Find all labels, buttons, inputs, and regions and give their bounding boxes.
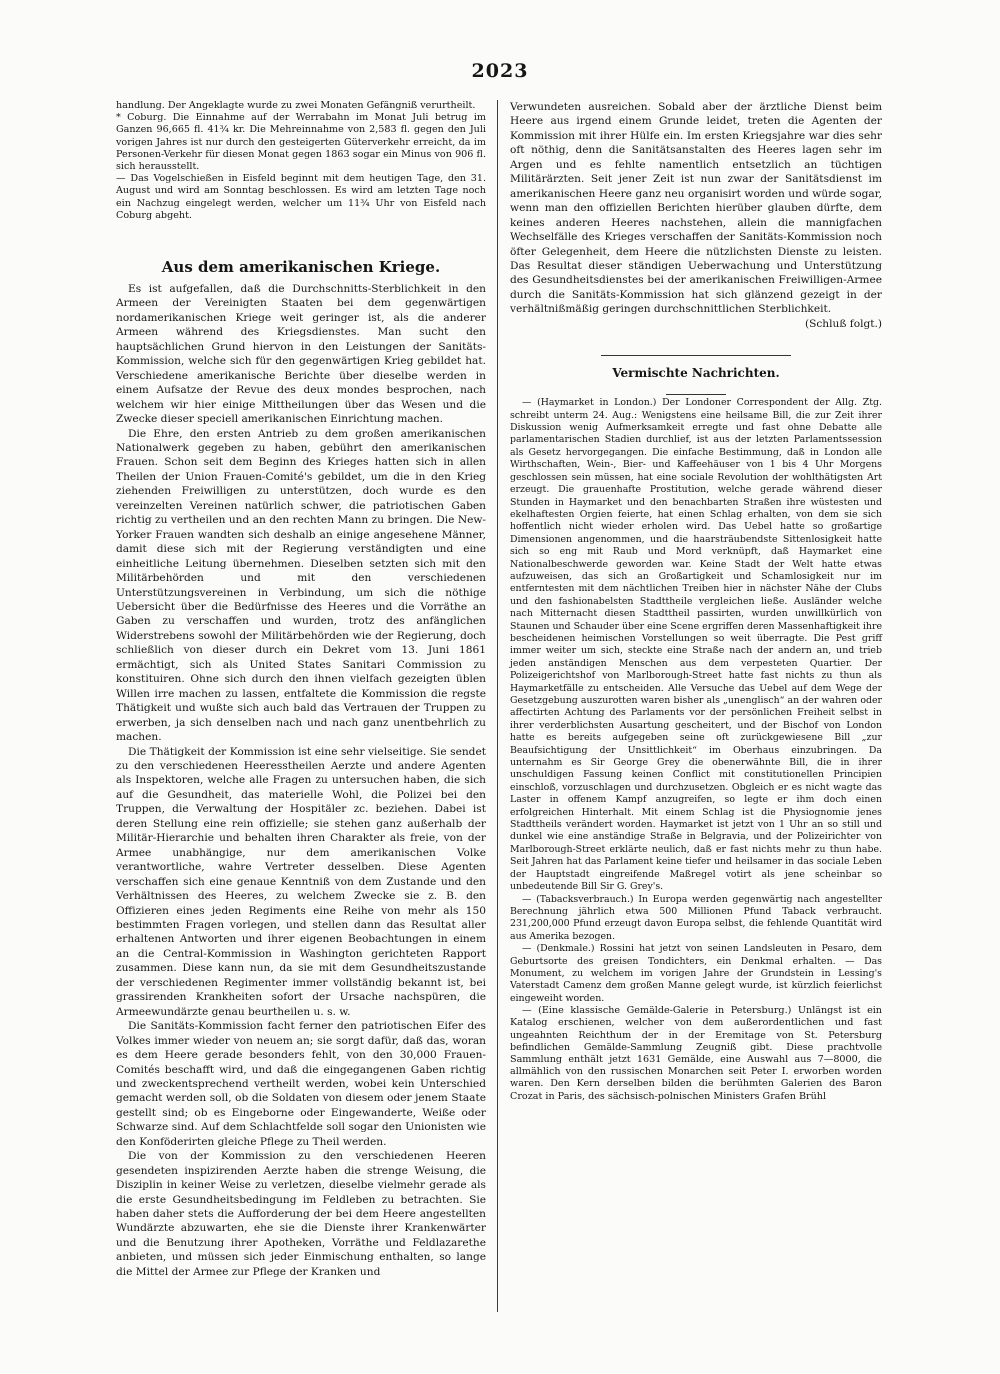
news-paragraph: — (Eine klassische Gemälde-Galerie in Petersburg.) Unlängst ist ein Katalog erschienen, welcher von dem außerordentlichen und fast ungeahnten Reichthum der in der Eremitage von St. Petersburg befindlichen Gemälde-Sammlung Zeugniß gibt. Diese prachtvolle Sammlung enthält jetzt 1631 Gemälde, eine Auswahl aus 7—8000, die allmählich von den russischen Monarchen seit Peter I. erworben worden waren. Den Kern derselben bilden die berühmten Galerien des Baron Crozat in Paris, des sächsisch-polnischen Ministers Grafen Brühl: [510, 1005, 882, 1102]
article-paragraph: Die Thätigkeit der Kommission ist eine sehr vielseitige. Sie sendet zu den verschiedenen Heeresstheilen Aerzte und andere Agenten als Inspektoren, welche alle Fragen zu untersuchen haben, die sich auf die Gesundheit, das materielle Wohl, die Polizei bei den Truppen, die Verwaltung der Hospitäler zc. beziehen. Dabei ist deren Stellung eine rein offizielle; sie stehen ganz außerhalb der Militär-Hierarchie und behalten ihren Charakter als freie, von der Armee unabhängige, nur dem amerikanischen Volke verantwortliche, wahre Vertreter desselben. Diese Agenten verschaffen sich eine genaue Kenntniß von dem Zustande und den Verhältnissen des Heeres, zu welchem Zwecke sie z. B. den Offizieren eines jeden Regiments eine Reihe von mehr als 150 bestimmten Fragen vorlegen, und stellen dann das Resultat aller erhaltenen Antworten und ihrer eigenen Beobachtungen in einem an die Central-Kommission in Washington gerichteten Rapport zusammen. Diese kann nun, da sie mit dem Gesundheitszustande der verschiedenen Regimenter immer vollständig bekannt ist, bei grassirenden Krankheiten sofort der Ursache nachspüren, die Armeewundärzte genau beurtheilen u. s. w.: [116, 745, 486, 1018]
heading-underline: [666, 394, 726, 395]
page-number: 2023: [471, 60, 529, 82]
article-paragraph: Die Ehre, den ersten Antrieb zu dem großen amerikanischen Nationalwerk gegeben zu haben, gebührt den amerikanischen Frauen. Schon seit dem Beginn des Krieges hatten sich in allen Theilen der Union Frauen-Comité's gebildet, um die in den Krieg ziehenden Freiwilligen zu unterstützen, doch wurde es den vereinzelten Vereinen natürlich schwer, die patriotischen Gaben richtig zu vertheilen und an den rechten Mann zu bringen. Die New-Yorker Frauen wandten sich deshalb an einige angesehene Männer, damit diese sich mit der Regierung verständigten und eine einheitliche Leitung übernehmen. Dieselben setzten sich mit den Militärbehörden und mit den verschiedenen Unterstützungsvereinen in Verbindung, um sich die nöthige Uebersicht über die Bedürfnisse des Heeres und die Vorräthe an Gaben zu verschaffen und wurden, trotz des anfänglichen Widerstrebens sowohl der Militärbehörden wie der Regierung, doch schließlich von dieser durch ein Dekret vom 13. Juni 1861 ermächtigt, sich als United States Sanitari Commission zu konstituiren. Ohne sich durch den ihnen vielfach gezeigten üblen Willen irre machen zu lassen, entfaltete die Kommission die regste Thätigkeit und wußte sich auch bald das Vertrauen der Truppen zu erwerben, ja sich denselben nach und nach ganz unentbehrlich zu machen.: [116, 427, 486, 744]
article-paragraph: Die von der Kommission zu den verschiedenen Heeren gesendeten inspizirenden Aerzte haben die strenge Weisung, die Disziplin in keiner Weise zu verletzen, dieselbe vielmehr gerade als die erste Gesundheitsbedingung im Feldleben zu betrachten. Sie haben daher stets die Aufforderung der bei dem Heere angestellten Wundärzte abzuwarten, ehe sie die Dienste ihrer Krankenwärter und die Benutzung ihrer Apotheken, Vorräthe und Feldlazarethe anbieten, und müssen sich jeder Einmischung enthalten, so lange die Mittel der Armee zur Pflege der Kranken und: [116, 1150, 486, 1278]
left-column: [116, 100, 486, 1279]
right-column: [510, 100, 882, 1103]
miscellany-body: [510, 397, 882, 1005]
article-heading: Aus dem amerikanischen Kriege.: [161, 258, 441, 277]
news-paragraph: * Coburg. Die Einnahme auf der Werrabahn im Monat Juli betrug im Ganzen 96,665 fl. 41¾ kr. Die Mehreinnahme von 2,583 fl. gegen den Juli vorigen Jahres ist nur durch den gesteigerten Güterverkehr erreicht, da im Personen-Verkehr für diesen Monat gegen 1863 sogar ein Minus von 906 fl. sich herausstellt.: [116, 112, 486, 173]
article-continuation: [510, 100, 882, 317]
local-news-block: [116, 100, 486, 222]
continuation-note: (Schluß folgt.): [804, 317, 882, 330]
column-divider: [497, 100, 498, 1312]
article-paragraph: Die Sanitäts-Kommission facht ferner den patriotischen Eifer des Volkes immer wieder von neuem an; sie sorgt dafür, daß das, woran es dem Heere gerade besonders fehlt, von den 30,000 Frauen-Comités beschafft wird, und daß die eingegangenen Gaben richtig und zweckentsprechend vertheilt werden, wobei kein Unterschied gemacht werden soll, ob die Soldaten von diesem oder jenem Staate gestellt sind; ob es Eingeborne oder Eingewanderte, Weiße oder Schwarze sind. Auf dem Schlachtfelde soll sogar den Unionisten wie den Konföderirten gleiche Pflege zu Theil werden.: [116, 1020, 486, 1148]
news-paragraph: — Das Vogelschießen in Eisfeld beginnt mit dem heutigen Tage, den 31. August und wird am Sonntag beschlossen. Es wird am letzten Tage noch ein Nachzug eingelegt werden, welcher um 11¾ Uhr von Eisfeld nach Coburg abgeht.: [116, 173, 486, 221]
news-paragraph: — (Haymarket in London.) Der Londoner Correspondent der Allg. Ztg. schreibt unterm 24. Aug.: Wenigstens eine heilsame Bill, die zur Zeit ihrer Diskussion wenig Aufmerksamkeit erregte und fast ohne Debatte alle parlamentarischen Stadien durchlief, ist aus der letzten Parlamentssession als Gesetz hervorgegangen. Die einfache Bestimmung, daß in London alle Wirthschaften, Wein-, Bier- und Kaffeehäuser von 1 bis 4 Uhr Morgens geschlossen sein müssen, hat eine sociale Revolution der wohlthätigsten Art erzeugt. Die grauenhafte Prostitution, welche gerade während dieser Stunden in Haymarket und den benachbarten Straßen ihre wüstesten und ekelhaftesten Orgien feierte, hat einen Schlag erhalten, von dem sie sich hoffentlich nicht wieder erholen wird. Das Uebel hatte so großartige Dimensionen angenommen, und die haarsträubendste Sittenlosigkeit hatte sich so eng mit Raub und Mord verknüpft, daß Haymarket eine Nationalbeschwerde geworden war. Keine Stadt der Welt hatte etwas aufzuweisen, das sich an Großartigkeit und Schamlosigkeit nur im entferntesten mit dem nächtlichen Treiben hier in nächster Nähe der Clubs und den fashionabelsten Stadttheile vergleichen ließe. Ausländer welche nach Mitternacht diesen Stadttheil passirten, wurden unwillkürlich von Staunen und Schauder über eine Scene ergriffen deren Massenhaftigkeit ihre bescheidenen heimischen Vorstellungen so weit überragte. Die Pest griff immer weiter um sich, steckte eine Straße nach der andern an, und trieb jeden anständigen Menschen aus dem verpesteten Quartier. Der Polizeigerichtshof von Marlborough-Street hatte fast nichts zu thun als Haymarketfälle zu entscheiden. Alle Versuche das Uebel auf dem Wege der Gesetzgebung auszurotten waren bisher als „unenglisch“ an der wahren oder affectirten Achtung des Parlaments vor der persönlichen Freiheit selbst in ihrer verderblichsten Ausartung gescheitert, und der Bischof von London hatte es bereits aufgegeben seine oft zurückgewiesene Bill „zur Beaufsichtigung der Unsittlichkeit“ im Oberhaus einzubringen. Da unternahm es Sir George Grey die obenerwähnte Bill, die in ihrer unschuldigen Fassung keinen Conflict mit constitutionellen Principien einschloß, vorzuschlagen und durchzusetzen. Obgleich er es nicht wagte das Laster in offenem Kampf anzugreifen, so legte er ihm doch einen erfolgreichen Hinterhalt. Mit einem Schlag ist die Physiognomie jenes Stadttheils verändert worden. Haymarket ist jetzt von 1 Uhr an so still und dunkel wie eine anständige Straße in Belgravia, und der Polizeirichter von Marlborough-Street erklärte neulich, daß er fast nichts mehr zu thun habe. Seit Jahren hat das Parlament keine tiefer und heilsamer in das sociale Leben der Hauptstadt eingreifende Maßregel votirt als jene scheinbar so unbedeutende Bill Sir G. Grey's.: [510, 397, 882, 893]
news-paragraph: — (Denkmale.) Rossini hat jetzt von seinen Landsleuten in Pesaro, dem Geburtsorte des greisen Tondichters, ein Denkmal erhalten. — Das Monument, zu welchem im vorigen Jahre der Grundstein in Lessing's Vaterstadt Camenz dem großen Manne gelegt wurde, ist kürzlich feierlichst eingeweiht worden.: [510, 943, 882, 1004]
news-paragraph: handlung. Der Angeklagte wurde zu zwei Monaten Gefängniß verurtheilt.: [116, 100, 476, 111]
section-heading: Vermischte Nachrichten.: [612, 366, 780, 381]
article-paragraph: Es ist aufgefallen, daß die Durchschnitts-Sterblichkeit in den Armeen der Vereinigten Staaten bei dem gegenwärtigen nordamerikanischen Kriege weit geringer ist, als die anderer Armeen während des Kriegsdienstes. Man sucht den hauptsächlichen Grund hiervon in den Leistungen der Sanitäts-Kommission, welche sich für den gegenwärtigen Krieg gebildet hat. Verschiedene amerikanische Berichte über dieselbe werden in einem Aufsatze der Revue des deux mondes besprochen, nach welchem wir hier einige Mittheilungen über das Wesen und die Zwecke dieser speciell amerikanischen Einrichtung machen.: [116, 283, 486, 426]
miscellany-small-print: [510, 1005, 882, 1103]
section-divider: [601, 355, 791, 356]
article-body: [116, 282, 486, 1279]
article-paragraph: Verwundeten ausreichen. Sobald aber der ärztliche Dienst beim Heere aus irgend einem Grunde leidet, treten die Agenten der Kommission mit ihrer Hülfe ein. Im ersten Kriegsjahre war dies sehr oft nöthig, denn die Sanitätsanstalten des Heeres lagen sehr im Argen und es fehlte namentlich entsetzlich an tüchtigen Militärärzten. Seit jener Zeit ist nun zwar der Sanitätsdienst im amerikanischen Heere ganz neu organisirt worden und würde sogar, wenn man den offiziellen Berichten hierüber glauben dürfte, dem keines anderen Heeres nachstehen, allein die mannigfachen Wechselfälle des Krieges verschaffen der Sanitäts-Kommission noch öfter Gelegenheit, dem Heere die nützlichsten Dienste zu leisten. Das Resultat dieser ständigen Ueberwachung und Unterstützung des Gesundheitsdienstes bei der amerikanischen Freiwilligen-Armee durch die Sanitäts-Kommission hat sich glänzend gezeigt in der verhältnißmäßig geringen durchschnittlichen Sterblichkeit.: [510, 101, 882, 316]
news-paragraph: — (Tabacksverbrauch.) In Europa werden gegenwärtig nach angestellter Berechnung jährlich etwa 500 Millionen Pfund Taback verbraucht. 231,200,000 Pfund erzeugt davon Europa selbst, die fehlende Quantität wird aus Amerika bezogen.: [510, 893, 882, 942]
